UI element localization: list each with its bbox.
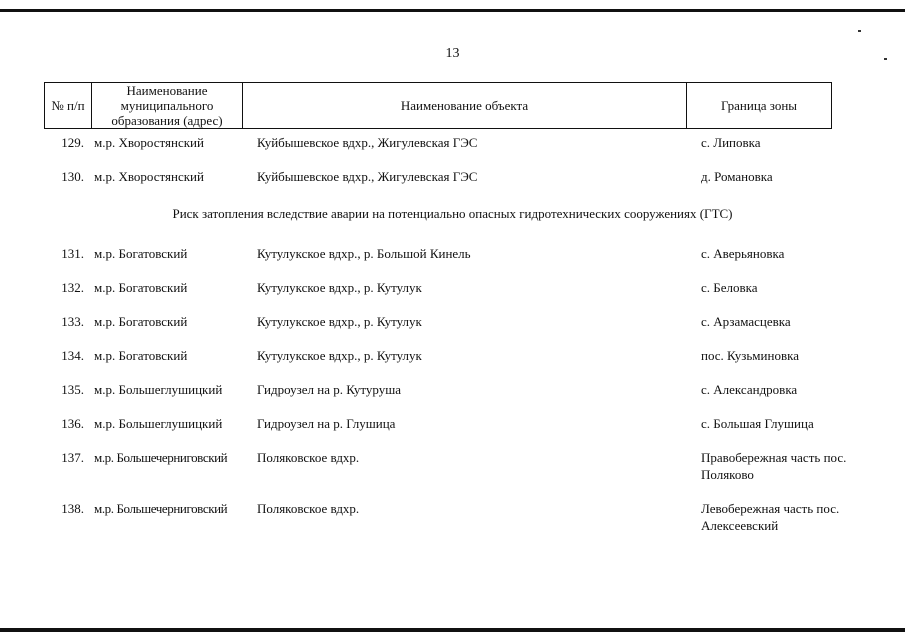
row-zone: с. Аверьяновка	[701, 246, 785, 261]
row-zone: с. Арзамасцевка	[701, 314, 791, 329]
row-object: Гидроузел на р. Кутуруша	[257, 382, 402, 397]
header-num: № п/п	[45, 83, 92, 129]
row-object: Куйбышевское вдхр., Жигулевская ГЭС	[257, 169, 478, 184]
row-number: 138.	[61, 501, 84, 516]
row-zone: д. Романовка	[701, 169, 773, 184]
row-number: 131.	[61, 246, 84, 261]
row-object: Кутулукское вдхр., р. Кутулук	[257, 314, 422, 329]
header-object: Наименование объекта	[243, 83, 687, 129]
row-number: 130.	[61, 169, 84, 184]
row-number: 133.	[61, 314, 84, 329]
row-zone: с. Большая Глушица	[701, 416, 814, 431]
row-number: 132.	[61, 280, 84, 295]
section-heading: Риск затопления вследствие аварии на потенциально опасных гидротехнических сооружениях (ГТС)	[172, 206, 733, 221]
row-municipality: м.р. Богатовский	[94, 348, 188, 363]
row-municipality: м.р. Богатовский	[94, 246, 188, 261]
row-municipality: м.р. Большечерниговский	[94, 501, 228, 516]
row-number: 136.	[61, 416, 84, 431]
row-municipality: м.р. Большеглушицкий	[94, 382, 223, 397]
row-zone: Правобережная часть пос. Поляково	[701, 450, 847, 482]
header-municipality: Наименование муниципального образования (адрес)	[92, 83, 243, 129]
header-zone: Граница зоны	[687, 83, 832, 129]
row-object: Гидроузел на р. Глушица	[257, 416, 396, 431]
row-object: Поляковское вдхр.	[257, 450, 360, 465]
row-number: 129.	[61, 135, 84, 150]
row-number: 134.	[61, 348, 84, 363]
row-municipality: м.р. Большечерниговский	[94, 450, 228, 465]
row-zone: пос. Кузьминовка	[701, 348, 799, 363]
page-number: 13	[445, 46, 460, 61]
row-object: Куйбышевское вдхр., Жигулевская ГЭС	[257, 135, 478, 150]
row-number: 137.	[61, 450, 84, 465]
row-municipality: м.р. Хворостянский	[94, 135, 204, 150]
row-zone: с. Беловка	[701, 280, 758, 295]
row-zone: Левобережная часть пос. Алексеевский	[701, 501, 840, 533]
row-municipality: м.р. Богатовский	[94, 314, 188, 329]
row-zone: с. Александровка	[701, 382, 798, 397]
row-municipality: м.р. Большеглушицкий	[94, 416, 223, 431]
row-zone: с. Липовка	[701, 135, 761, 150]
row-object: Кутулукское вдхр., р. Большой Кинель	[257, 246, 471, 261]
row-number: 135.	[61, 382, 84, 397]
row-object: Кутулукское вдхр., р. Кутулук	[257, 348, 422, 363]
row-municipality: м.р. Хворостянский	[94, 169, 204, 184]
row-object: Кутулукское вдхр., р. Кутулук	[257, 280, 422, 295]
bottom-rule	[0, 628, 905, 632]
row-municipality: м.р. Богатовский	[94, 280, 188, 295]
row-object: Поляковское вдхр.	[257, 501, 360, 516]
